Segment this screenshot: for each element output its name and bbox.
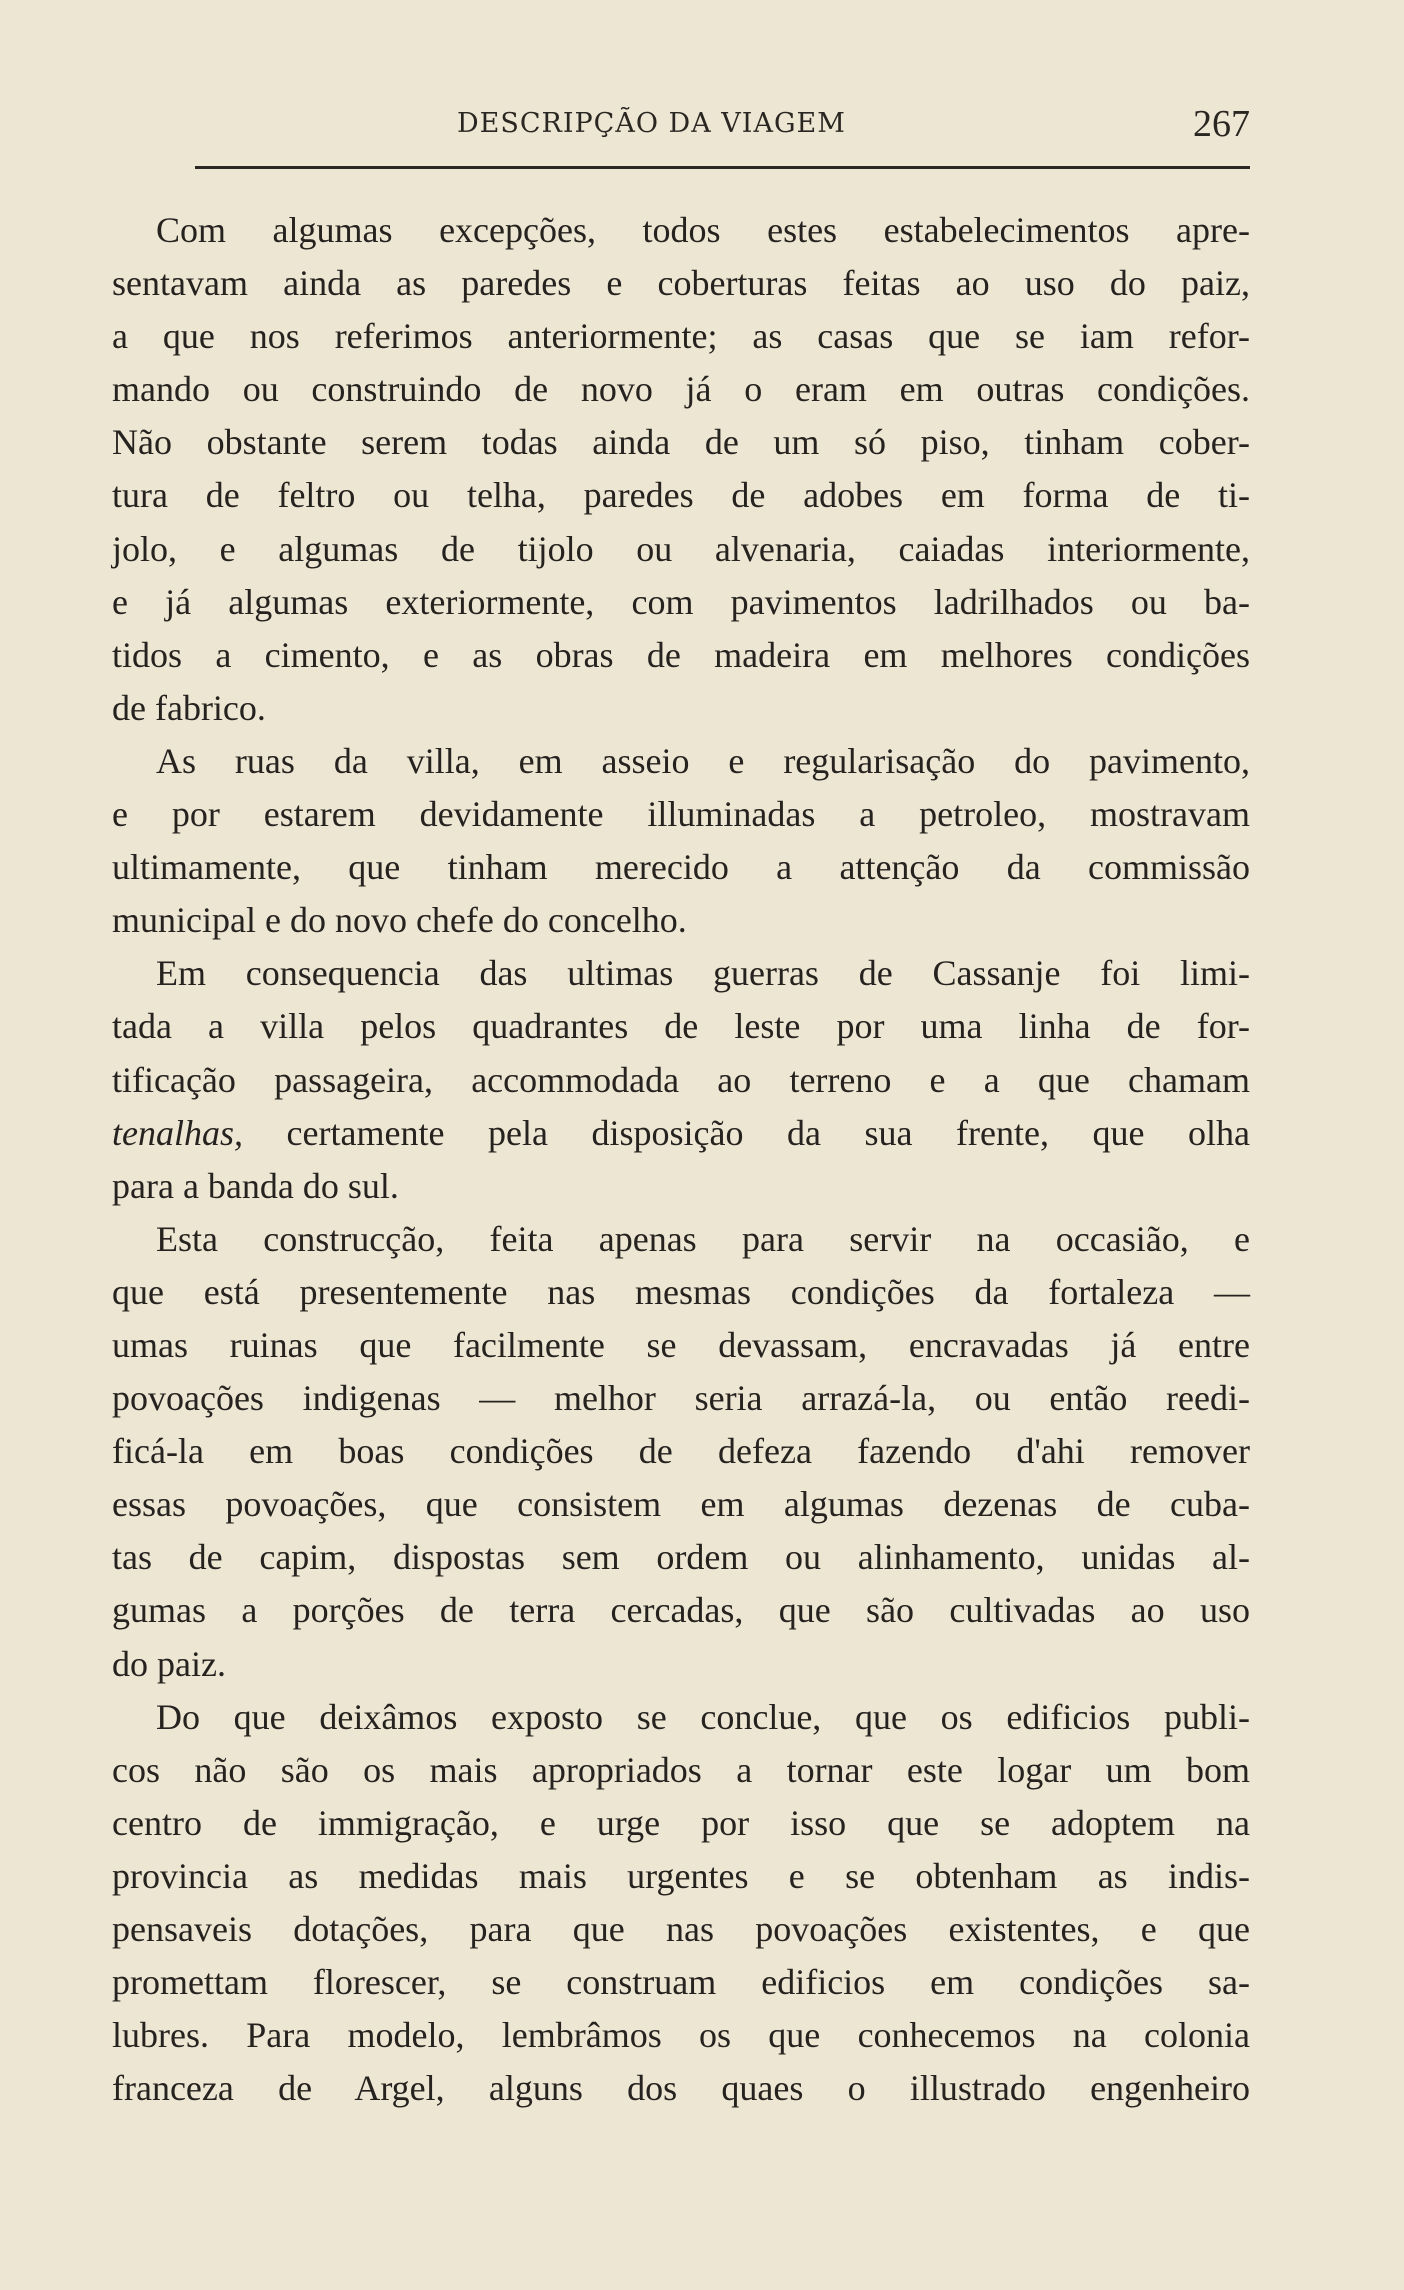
text-line: para a banda do sul.	[112, 1165, 399, 1206]
text-line: de fabrico.	[112, 687, 266, 728]
header-rule	[195, 166, 1250, 169]
text-line: tificação passageira, accommodada ao terreno e a que chamam	[112, 1059, 1250, 1100]
text-line: sentavam ainda as paredes e coberturas feitas ao uso do paiz,	[112, 263, 1250, 304]
text-line: Esta construcção, feita apenas para servir na occasião, e	[156, 1218, 1250, 1259]
text-line: tada a villa pelos quadrantes de leste por uma linha de for-	[112, 1006, 1250, 1047]
text-line: cos não são os mais apropriados a tornar este logar um bom	[112, 1749, 1250, 1790]
body-text	[112, 204, 1250, 2115]
text-line: As ruas da villa, em asseio e regularisação do pavimento,	[156, 740, 1250, 781]
text-line: centro de immigração, e urge por isso que se adoptem na	[112, 1802, 1250, 1843]
text-line: municipal e do novo chefe do concelho.	[112, 900, 687, 941]
text-line: tura de feltro ou telha, paredes de adobes em forma de ti-	[112, 475, 1250, 516]
text-line-rest: certamente pela disposição da sua frente, que olha	[286, 1112, 1251, 1153]
text-line: Do que deixâmos exposto se conclue, que os edificios publi-	[156, 1696, 1250, 1737]
text-line: povoações indigenas — melhor seria arrazá-la, ou então reedi-	[112, 1378, 1250, 1419]
text-line: Em consequencia das ultimas guerras de Cassanje foi limi-	[156, 953, 1250, 994]
text-line: e já algumas exteriormente, com pavimentos ladrilhados ou ba-	[112, 581, 1250, 622]
text-line: tas de capim, dispostas sem ordem ou alinhamento, unidas al-	[112, 1537, 1250, 1578]
text-line: tidos a cimento, e as obras de madeira em melhores condições	[112, 634, 1250, 675]
text-line: mando ou construindo de novo já o eram em outras condições.	[112, 369, 1250, 410]
text-line: Não obstante serem todas ainda de um só piso, tinham cober-	[112, 422, 1250, 463]
italic-term: tenalhas,	[112, 1112, 243, 1153]
text-line: essas povoações, que consistem em algumas dezenas de cuba-	[112, 1484, 1250, 1525]
running-head: DESCRIPÇÃO DA VIAGEM	[457, 108, 846, 139]
text-line: que está presentemente nas mesmas condições da fortaleza —	[112, 1271, 1250, 1312]
text-line: jolo, e algumas de tijolo ou alvenaria, caiadas interiormente,	[112, 528, 1250, 569]
text-line: umas ruinas que facilmente se devassam, encravadas já entre	[112, 1324, 1250, 1365]
text-line	[112, 1107, 1250, 1160]
text-line: ultimamente, que tinham merecido a attenção da commissão	[112, 847, 1250, 888]
text-line: promettam florescer, se construam edificios em condições sa-	[112, 1962, 1250, 2003]
page-header	[112, 98, 1250, 158]
text-line: a que nos referimos anteriormente; as casas que se iam refor-	[112, 316, 1250, 357]
text-line: e por estarem devidamente illuminadas a petroleo, mostravam	[112, 794, 1250, 835]
text-line: pensaveis dotações, para que nas povoações existentes, e que	[112, 1909, 1250, 1949]
text-line: lubres. Para modelo, lembrâmos os que conhecemos na colonia	[112, 2015, 1250, 2056]
text-line: do paiz.	[112, 1643, 226, 1684]
text-line: ficá-la em boas condições de defeza fazendo d'ahi remover	[112, 1431, 1250, 1472]
text-line: Com algumas excepções, todos estes estabelecimentos apre-	[156, 210, 1250, 250]
text-line: gumas a porções de terra cercadas, que são cultivadas ao uso	[112, 1590, 1250, 1631]
text-line: franceza de Argel, alguns dos quaes o illustrado engenheiro	[112, 2068, 1250, 2109]
text-line: provincia as medidas mais urgentes e se obtenham as indis-	[112, 1855, 1250, 1896]
page-number: 267	[1193, 103, 1250, 145]
